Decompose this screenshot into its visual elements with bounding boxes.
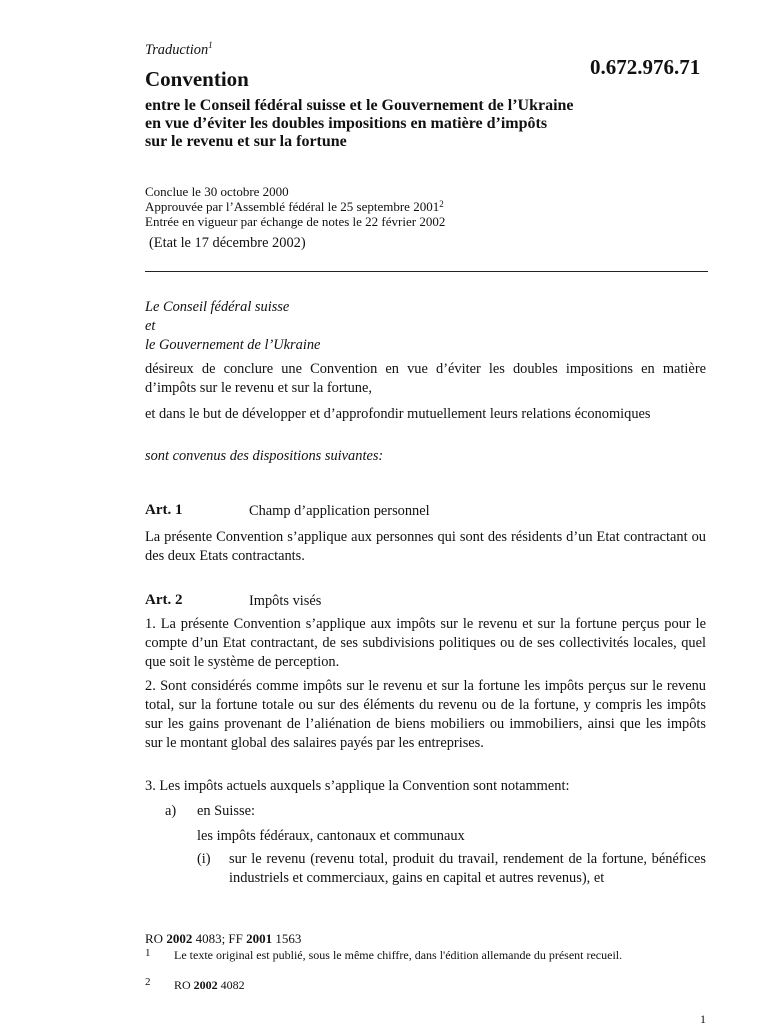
list-item-a-label: a) xyxy=(165,803,177,819)
preamble-paragraph-3: sont convenus des dispositions suivantes: xyxy=(145,448,384,464)
list-item-a-sub: les impôts fédéraux, cantonaux et communaux xyxy=(197,828,465,844)
party-2: le Gouvernement de l’Ukraine xyxy=(145,337,321,353)
subtitle-line: sur le revenu et sur la fortune xyxy=(145,133,347,150)
traduction-text: Traduction xyxy=(145,42,209,58)
footnote-ref-1[interactable]: 1 xyxy=(208,40,213,50)
article-2-paragraph-1: 1. La présente Convention s’applique aux impôts sur le revenu et sur la fortune perçus pour le compte d’un Etat contractant, de ses subdivisions politiques ou de ses collectivités locales, quel que soit le système de perception. xyxy=(145,616,706,670)
article-2-paragraph-3: 3. Les impôts actuels auxquels s’applique la Convention sont notamment: xyxy=(145,778,570,794)
footnote-1-number: 1 xyxy=(145,947,151,959)
article-1-title: Champ d’application personnel xyxy=(249,503,430,519)
page-number: 1 xyxy=(700,1012,706,1026)
convention-title: Convention xyxy=(145,67,249,91)
article-2-paragraph-2: 2. Sont considérés comme impôts sur le revenu et sur la fortune les impôts perçus sur le revenu total, sur la fortune totale ou sur des éléments du revenu ou de la fortune, y compris les impôts sur les gains provenant de l’aliénation de biens mobiliers ou immobiliers, ainsi que les impôts sur le montant global des salaires payés par les entreprises. xyxy=(145,678,706,751)
date-entree: Entrée en vigueur par échange de notes le 22 février 2002 xyxy=(145,214,446,229)
date-conclue: Conclue le 30 octobre 2000 xyxy=(145,184,289,199)
footnote-ref-2[interactable]: 2 xyxy=(439,199,444,209)
footnote-2-number: 2 xyxy=(145,976,151,988)
etat-date: (Etat le 17 décembre 2002) xyxy=(149,235,306,251)
list-item-i-label: (i) xyxy=(197,851,211,867)
convention-subtitle xyxy=(145,97,574,151)
list-item-i-text: sur le revenu (revenu total, produit du travail, rendement de la fortune, bénéfices industriels et commerciaux, gains en capital et autres revenus), et xyxy=(229,851,706,886)
header-divider xyxy=(145,271,708,272)
preamble-paragraph-1: désireux de conclure une Convention en vue d’éviter les doubles impositions en matière d’impôts sur le revenu et sur la fortune, xyxy=(145,361,706,396)
document-number: 0.672.976.71 xyxy=(590,55,701,79)
footnote-1-text: Le texte original est publié, sous le même chiffre, dans l'édition allemande du présent recueil. xyxy=(174,948,623,962)
footer-reference: RO 2002 4083; FF 2001 1563 xyxy=(145,931,302,946)
party-1: Le Conseil fédéral suisse xyxy=(145,299,290,315)
party-conjunction: et xyxy=(145,318,156,334)
article-2-number: Art. 2 xyxy=(145,592,183,608)
list-item-a-text: en Suisse: xyxy=(197,803,255,819)
article-1-number: Art. 1 xyxy=(145,502,183,518)
footnote-2-text: RO 2002 4082 xyxy=(174,978,245,992)
article-2-title: Impôts visés xyxy=(249,593,322,609)
date-approuvee: Approuvée par l’Assemblé fédéral le 25 septembre 2001$^2$ xyxy=(145,199,444,214)
dates-block xyxy=(145,184,445,229)
article-1-text: La présente Convention s’applique aux personnes qui sont des résidents d’un Etat contractant ou des deux Etats contractants. xyxy=(145,529,706,564)
subtitle-line: en vue d’éviter les doubles impositions en matière d’impôts xyxy=(145,115,548,132)
preamble-paragraph-2: et dans le but de développer et d’approfondir mutuellement leurs relations économiques xyxy=(145,406,651,422)
traduction-label xyxy=(145,42,213,59)
subtitle-line: entre le Conseil fédéral suisse et le Gouvernement de l’Ukraine xyxy=(145,97,574,114)
